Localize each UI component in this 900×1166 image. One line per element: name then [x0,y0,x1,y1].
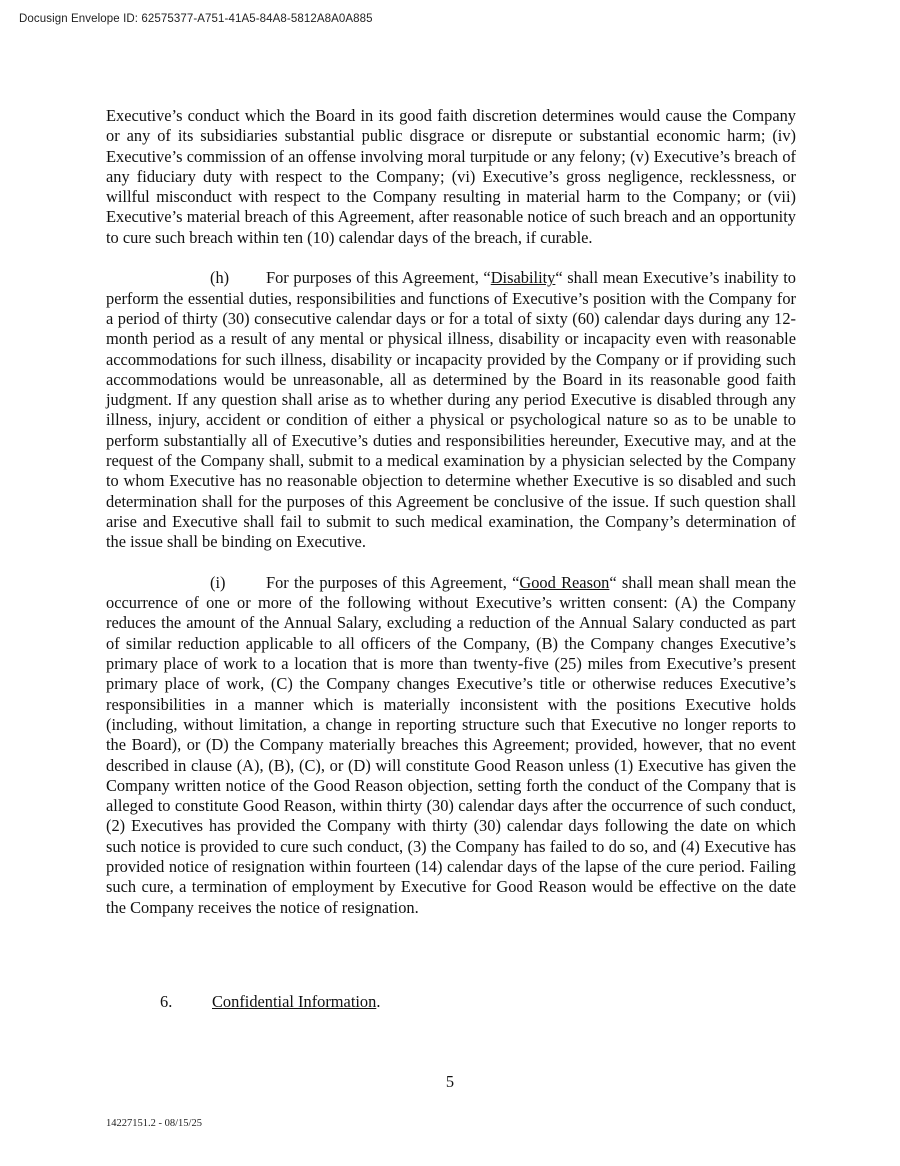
paragraph-h-lead: For purposes of this Agreement, “ [266,268,491,288]
paragraph-i-lead: For the purposes of this Agreement, “ [266,572,520,592]
section-heading [160,992,380,1012]
section-title: Confidential Information [212,992,377,1011]
section-number: 6. [160,992,173,1011]
section-title-period: . [376,992,381,1011]
paragraph-h-text: “ shall mean Executive’s inability to perform the essential duties, responsibilities and functions of Executive’s position with the Company for a period of thirty (30) consecutive calendar days or for a total of sixty (60) calendar days during any 12-month period as a result of any mental or physical illness, disability or incapacity even with reasonable accommodations for such illness, disability or incapacity provided by the Company or if providing such accommodations would be unreasonable, all as determined by the Board in its reasonable good faith judgment. If any question shall arise as to whether during any period Executive is disabled through any illness, injury, accident or condition of either a physical or psychological nature so as to be unable to perform substantially all of Executive’s duties and responsibilities hereunder, Executive may, and at the request of the Company shall, submit to a medical examination by a physician selected by the Company to whom Executive has no reasonable objection to determine whether Executive is so disabled and such determination shall for the purposes of this Agreement be conclusive of the issue. If such question shall arise and Executive shall fail to submit to such medical examination, the Company’s determination of the issue shall be binding on Executive. [106,268,796,552]
paragraph-h-label: (h) [210,268,230,288]
paragraph-i [106,573,796,918]
page-number: 5 [445,1072,455,1091]
paragraph-i-text: “ shall mean shall mean the occurrence of one or more of the following without Executive’s written consent: (A) the Company reduces the amount of the Annual Salary, excluding a reduction of the Annual Salary conducted as part of similar reduction applicable to all officers of the Company, (B) the Company changes Executive’s primary place of work to a location that is more than twenty-five (25) miles from Executive’s present primary place of work, (C) the Company changes Executive’s title or otherwise reduces Executive’s responsibilities in a manner which is materially inconsistent with the positions Executive holds (including, without limitation, a change in reporting structure such that Executive no longer reports to the Board), or (D) the Company materially breaches this Agreement; provided, however, that no event described in clause (A), (B), (C), or (D) will constitute Good Reason unless (1) Executive has given the Company written notice of the Good Reason objection, setting forth the conduct of the Company that is alleged to constitute Good Reason, within thirty (30) calendar days after the occurrence of such conduct, (2) Executives has provided the Company with thirty (30) calendar days following the date on which such notice is provided to cure such conduct, (3) the Company has failed to do so, and (4) Executive has provided notice of resignation within fourteen (14) calendar days of the lapse of the cure period. Failing such cure, a termination of employment by Executive for Good Reason would be effective on the date the Company receives the notice of resignation. [106,572,796,917]
paragraph-continuation: Executive’s conduct which the Board in its good faith discretion determines would cause the Company or any of its subsidiaries substantial public disgrace or disrepute or substantial economic harm; (iv) Executive’s commission of an offense involving moral turpitude or any felony; (v) Executive’s breach of any fiduciary duty with respect to the Company; (vi) Executive’s gross negligence, recklessness, or willful misconduct with respect to the Company resulting in material harm to the Company; or (vii) Executive’s material breach of this Agreement, after reasonable notice of such breach and an opportunity to cure such breach within ten (10) calendar days of the breach, if curable. [106,106,796,247]
document-footer-id: 14227151.2 - 08/15/25 [106,1118,202,1129]
paragraph-h [106,268,796,552]
envelope-id: Docusign Envelope ID: 62575377-A751-41A5-84A8-5812A8A0A885 [19,13,373,25]
document-body [106,106,796,938]
paragraph-i-label: (i) [210,572,226,592]
defined-term-good-reason: Good Reason [519,572,610,592]
defined-term-disability: Disability [490,268,556,288]
